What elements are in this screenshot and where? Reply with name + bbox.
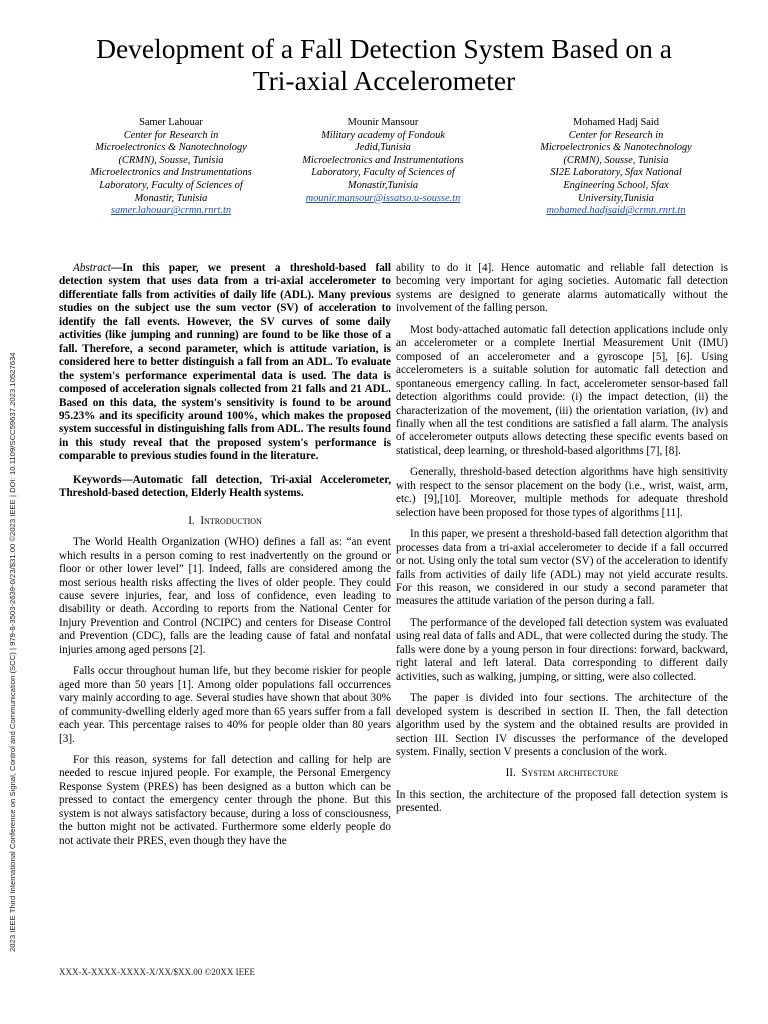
body-paragraph: ability to do it [4]. Hence automatic and reliable fall detection is becoming very important for aging societies. Automatic fall detection systems are designed to generate alarms automatically without the involvement of the falling person.	[396, 262, 728, 315]
doi-sidebar-text: 2023 IEEE Third International Conference on Signal, Control and Communication (SCC) | 979-8-3503-2639-0/23/$31.00 ©2023 IEEE | DOI: 10.1109/SCC59637.2023.10527634	[8, 352, 17, 952]
right-column	[396, 262, 728, 824]
abstract	[59, 262, 391, 464]
section-number: I.	[188, 514, 195, 527]
abstract-text: In this paper, we present a threshold-based fall detection system that uses data from a tri-axial accelerometer to differentiate falls from activities of daily life (ADL). Many previous studies on the subject use the sum vector (SV) of acceleration to identify the fall events. However, the SV curves of some daily activities (like jumping and running) are found to be like those of a fall. Therefore, a second parameter, which is attitude variation, is considered here to better distinguish a fall from an ADL. To evaluate the system's performance experimental data is used. The data is composed of acceleration signals collected from 21 falls and 21 ADL. Based on this data, the system's sensitivity is found to be around 95.23% and its specificity around 100%, which makes the proposed system successful in distinguishing falls from ADL. The results found in this study reveal that the proposed system's performance is comparable to previous studies found in the literature.	[59, 262, 391, 463]
paper-title	[0, 33, 768, 97]
author-2	[258, 117, 508, 205]
section-heading-system-architecture	[396, 767, 728, 780]
body-paragraph: Most body-attached automatic fall detection applications include only an accelerometer or a complete Inertial Measurement Unit (IMU) composed of an accelerometer and a gyroscope [5], [6]. Using accelerometers is a suitable solution for automatic fall detection and spontaneous emergency calling. In fact, accelerometer sensor-based fall detection algorithms could provide: (i) the impact detection, (ii) the characterization of the movement, (iii) the orientation variation, (iv) and finally when all the test conditions are satisfied a fall alarm. The analysis of accelerometer outputs allows detecting these specific events based on statistical, deep learning, or threshold-based algorithms [7], [8].	[396, 323, 728, 457]
body-paragraph: The paper is divided into four sections. The architecture of the developed system is described in section II. Then, the fall detection algorithm used by the system and the obtained results are provided in section III. Section IV discusses the performance of the developed system. Finally, section V presents a conclusion of the work.	[396, 692, 728, 758]
body-paragraph: The World Health Organization (WHO) defines a fall as: “an event which results in a person coming to rest inadvertently on the ground or floor or other lower level” [1]. Indeed, falls are considered among the most serious health risks affecting the lives of older people. They could cause severe injuries, fear, and loss of confidence, even leading to disability or death. According to reports from the National Center for Injury Prevention and Control (NCIPC) and centers for Disease Control and Prevention (CDC), falls are the leading cause of fatal and nonfatal injuries among aged persons [2].	[59, 536, 391, 656]
author-affiliation: Center for Research in	[123, 129, 219, 141]
author-affiliation: Laboratory, Faculty of Sciences of	[311, 167, 455, 179]
author-name: Mounir Mansour	[347, 117, 419, 128]
author-affiliation: University,Tunisia	[578, 192, 654, 204]
section-title: Introduction	[200, 514, 262, 527]
author-affiliation: Military academy of Fondouk	[321, 129, 445, 141]
section-number: II.	[505, 767, 516, 780]
author-affiliation: Center for Research in	[568, 129, 664, 141]
author-email-link[interactable]: mohamed.hadjsaid@crmn.rnrt.tn	[546, 205, 686, 217]
author-affiliation: Microelectronics and Instrumentations	[302, 154, 464, 166]
body-paragraph: For this reason, systems for fall detection and calling for help are needed to rescue injured people. For example, the Personal Emergency Response System (PRES) has been designed as a button which can be pressed to contact the emergency center through the phone. But this system is not always satisfactory because, during a loss of consciousness, the button might not be activated. Furthermore some elderly people do not activate their PRES, even though they have the	[59, 753, 391, 847]
body-paragraph: Falls occur throughout human life, but they become riskier for people aged more than 50 years [1]. Among older populations fall occurrences vary mainly according to age. Several studies have shown that about 30% of community-dwelling elderly aged more than 65 years suffer from a fall each year. This percentage raises to 40% for people older than 80 years [3].	[59, 665, 391, 745]
author-affiliation: Monastir,Tunisia	[347, 179, 419, 191]
author-affiliation: Laboratory, Faculty of Sciences of	[99, 179, 243, 191]
author-email-link[interactable]: mounir.mansour@issatso.u-sousse.tn	[305, 192, 461, 204]
author-affiliation: Engineering School, Sfax	[563, 179, 669, 191]
abstract-dash: —	[110, 262, 123, 274]
body-paragraph: In this section, the architecture of the proposed fall detection system is presented.	[396, 788, 728, 815]
author-affiliation: Microelectronics and Instrumentations	[90, 167, 252, 179]
left-column	[59, 262, 391, 856]
section-heading-introduction	[59, 515, 391, 528]
author-affiliation: SI2E Laboratory, Sfax National	[550, 167, 682, 179]
keywords: Keywords—Automatic fall detection, Tri-axial Accelerometer, Threshold-based detection, Elderly Health systems.	[59, 473, 391, 500]
author-name: Mohamed Hadj Said	[573, 117, 659, 128]
title-line-2: Tri-axial Accelerometer	[252, 65, 516, 96]
section-title: System architecture	[521, 767, 619, 780]
author-affiliation: (CRMN), Sousse, Tunisia	[563, 154, 669, 166]
author-affiliation: Microelectronics & Nanotechnology	[540, 142, 692, 154]
author-affiliation: Jedid,Tunisia	[355, 142, 411, 154]
abstract-label: Abstract	[73, 262, 111, 274]
author-name: Samer Lahouar	[139, 117, 203, 128]
title-line-1: Development of a Fall Detection System Based on a	[96, 33, 672, 64]
body-paragraph: The performance of the developed fall detection system was evaluated using real data of falls and ADL, that were collected during the study. The falls were done by a young person in four directions: forward, backward, right lateral and left lateral. Data corresponding to different daily activities, such as walking, jumping, or sitting, were also collected.	[396, 616, 728, 683]
author-affiliation: (CRMN), Sousse, Tunisia	[118, 154, 224, 166]
copyright-footer: XXX-X-XXXX-XXXX-X/XX/$XX.00 ©20XX IEEE	[59, 967, 256, 977]
author-3	[491, 117, 741, 218]
body-paragraph: In this paper, we present a threshold-based fall detection algorithm that processes data from a tri-axial accelerometer to decide if a fall occurred or not. Using only the total sum vector (SV) of the acceleration to identify falls from activities of daily life (ADL) may not yield accurate results. For this reason, we considered in our study a second parameter that measures the attitude variation of the person during a fall.	[396, 528, 728, 608]
author-email-link[interactable]: samer.lahouar@crmn.rnrt.tn	[110, 205, 232, 217]
body-paragraph: Generally, threshold-based detection algorithms have high sensitivity with respect to the sensor placement on the body (i.e., wrist, waist, arm, etc.) [9],[10]. Moreover, multiple methods for adequate threshold selection have been proposed for those types of algorithms [11].	[396, 466, 728, 519]
author-affiliation: Monastir, Tunisia	[134, 192, 208, 204]
author-affiliation: Microelectronics & Nanotechnology	[95, 142, 247, 154]
